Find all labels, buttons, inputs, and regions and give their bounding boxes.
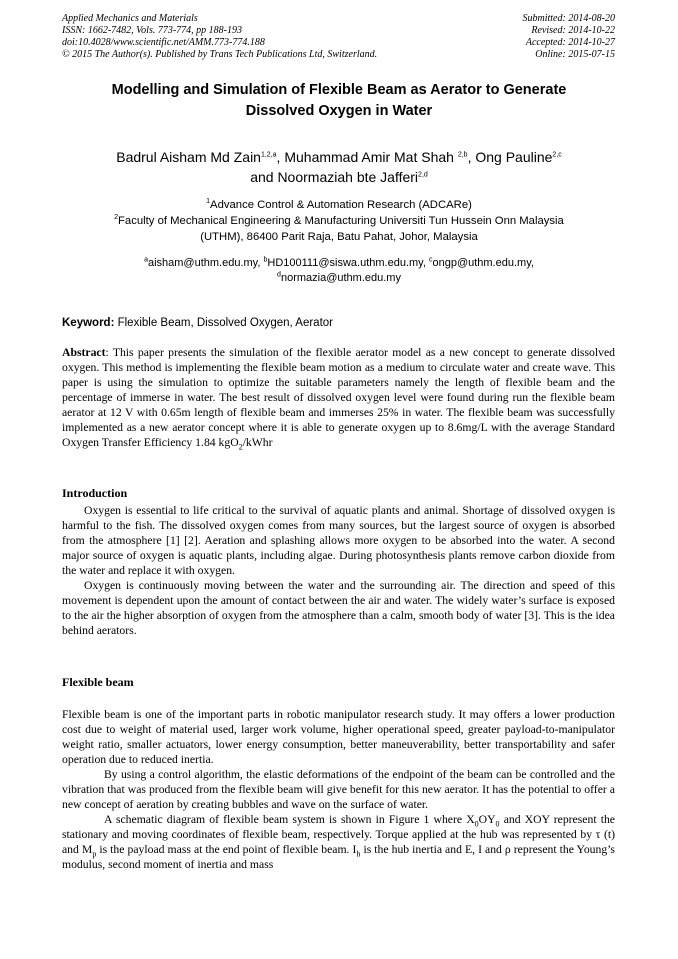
section-heading-flexible-beam: Flexible beam — [62, 675, 134, 689]
author-name: Muhammad Amir Mat Shah — [284, 149, 458, 165]
author-name: and Noormaziah bte Jafferi — [250, 169, 419, 185]
email-link[interactable]: HD100111@siswa.uthm.edu.my, — [267, 257, 429, 269]
paper-title: Modelling and Simulation of Flexible Beam as Aerator to Generate Dissolved Oxygen in Water — [111, 82, 567, 119]
section-heading-introduction: Introduction — [62, 486, 128, 500]
affiliation-line: $^1$Advance Control & Automation Research (ADCARe) — [206, 198, 472, 211]
publication-dates — [523, 13, 616, 61]
copyright: © 2015 The Author(s). Published by Trans Tech Publications Ltd, Switzerland. — [62, 49, 378, 60]
section-flexible-beam — [62, 707, 615, 872]
paragraph: Oxygen is continuously moving between the water and the surrounding air. The direction and speed of this movement is dependent upon the amount of contact between the air and water. The widely water’s surface is exposed to the air the higher absorption of oxygen from the atmosphere than a calm, smooth body of water [3]. This is the idea behind aerators. — [62, 579, 615, 637]
paragraph: A schematic diagram of flexible beam system is shown in Figure 1 where $X_0OY_0$ and XOY represent the stationary and moving coordinates of flexible beam, respectively. Torque applied at the hub was represented by τ (t) and $M_p$ is the payload mass at the end point of flexible beam. $I_h$ is the hub inertia and E, I and ρ represent the Young’s modulus, second moment of inertia and mass — [62, 813, 615, 871]
paragraph: Flexible beam is one of the important parts in robotic manipulator research study. It may offers a lower production cost due to weight of material used, larger work volume, higher operational speed, greater payload-to-manipulator weight ratio, smaller actuators, lower energy consumption, better maneuverability, better transportability and safer operation due to reduced inertia. — [62, 708, 615, 766]
abstract-label: Abstract — [62, 346, 106, 359]
author-affiliation-mark: 2,b — [457, 151, 468, 159]
date-revised: Revised: 2014-10-22 — [531, 25, 615, 36]
keyword-label: Keyword: — [62, 317, 115, 329]
author-name: Badrul Aisham Md Zain — [116, 149, 261, 165]
keyword-text: Flexible Beam, Dissolved Oxygen, Aerator — [114, 317, 334, 329]
journal-info — [62, 13, 377, 61]
affiliation-line: $^2$Faculty of Mechanical Engineering & Manufacturing Universiti Tun Hussein Onn Malaysia — [114, 214, 564, 227]
abstract: Abstract: This paper presents the simulation of the flexible aerator model as a new concept to generate dissolved oxygen. This method is implementing the flexible beam motion as a medium to circulate water and create wave. This paper is using the simulation to optimize the suitable parameters namely the length of flexible beam and the percentage of immerse in water. The best result of dissolved oxygen level were found during run the flexible beam aerator at 12 V with 0.65m length of flexible beam and immerses 25% in water. The flexible beam was successfully implemented as a new aerator concept where it is able to generate oxygen up to 8.6mg/L with the average Standard Oxygen Transfer Efficiency 1.84 kgO$_2$/kWhr — [62, 346, 615, 452]
date-submitted: Submitted: 2014-08-20 — [522, 13, 615, 24]
author-name: Ong Pauline — [475, 149, 553, 165]
email-link[interactable]: ongp@uthm.edu.my, — [432, 257, 534, 269]
date-online: Online: 2015-07-15 — [535, 49, 615, 60]
author-affiliation-mark: 2,c — [552, 151, 562, 159]
abstract-text: : This paper presents the simulation of the flexible aerator model as a new concept to generate dissolved oxygen. This method is implementing the flexible beam motion as a medium to circulate water and create wave. This paper is using the simulation to optimize the suitable parameters namely the length of flexible beam and the percentage of immerse in water. The best result of dissolved oxygen level were found during run the flexible beam aerator at 12 V with 0.65m length of flexible beam and immerses 25% in water. The flexible beam was successfully implemented as a new aerator concept where it is able to generate oxygen up to 8.6mg/L with the average Standard Oxygen Transfer Efficiency 1.84 kgO — [62, 346, 615, 449]
affiliations — [62, 197, 616, 245]
email-link[interactable]: aisham@uthm.edu.my, — [147, 257, 264, 269]
keywords — [62, 316, 616, 331]
email-link[interactable]: normazia@uthm.edu.my — [280, 272, 401, 284]
author-list: Badrul Aisham Md Zain$^{1,2,a}$, Muhammad Amir Mat Shah $^{2,b}$, Ong Pauline$^{2,c}$ and Noormaziah bte Jafferi$^{2,d}$ — [116, 149, 562, 185]
paragraph: By using a control algorithm, the elastic deformations of the endpoint of the beam can be controlled and the vibration that was produced from the flexible beam will give benefit for this new aerator. It has the potential to offer a new concept of aeration by creating bubbles and wave on the surface of water. — [62, 768, 615, 811]
paragraph: Oxygen is essential to life critical to the survival of aquatic plants and animal. Shortage of dissolved oxygen is harmful to the fish. The dissolved oxygen comes from many sources, but the largest source of oxygen is absorbed from the atmosphere [1] [2]. Aeration and splashing allows more oxygen to be absorbed into the water. A second major source of oxygen is aquatic plants, including algae. During photosynthesis plants remove carbon dioxide from the water and replace it with oxygen. — [62, 504, 615, 577]
author-emails: $^a$aisham@uthm.edu.my, $^b$HD100111@siswa.uthm.edu.my, $^c$ongp@uthm.edu.my, $^d$normazia@uthm.edu.my — [144, 256, 534, 284]
section-introduction — [62, 503, 615, 638]
affiliation-line: (UTHM), 86400 Parit Raja, Batu Pahat, Johor, Malaysia — [200, 231, 478, 243]
journal-issn: ISSN: 1662-7482, Vols. 773-774, pp 188-193 — [62, 25, 242, 36]
journal-name: Applied Mechanics and Materials — [62, 13, 198, 24]
journal-doi: doi:10.4028/www.scientific.net/AMM.773-774.188 — [62, 37, 265, 48]
author-affiliation-mark: 1,2,a — [260, 151, 277, 159]
date-accepted: Accepted: 2014-10-27 — [525, 37, 615, 48]
author-affiliation-mark: 2,d — [418, 171, 428, 179]
